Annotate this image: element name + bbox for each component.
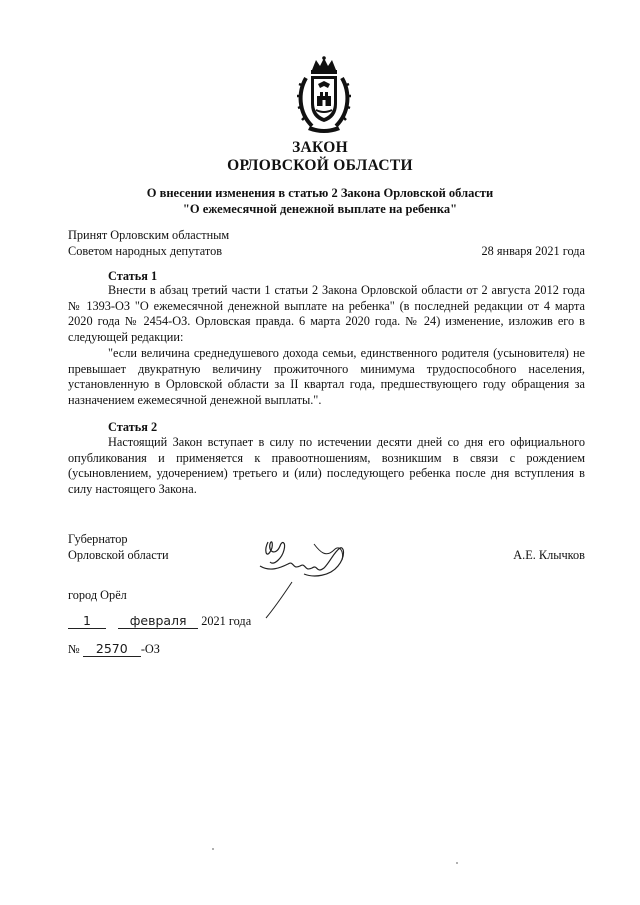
law-number <box>68 641 160 657</box>
handwritten-signature <box>230 522 360 622</box>
article2-paragraph: Настоящий Закон вступает в силу по истечении десяти дней со дня его официального опубликования и применяется к правоотношениям, возникшим в связи с рождением (усыновлением, удочерением) третьего и (или) последующего ребенка после дня вступления в силу настоящего Закона. <box>68 435 585 496</box>
document-title-line1: ЗАКОН <box>292 139 348 156</box>
law-number-suffix: -ОЗ <box>140 642 160 656</box>
city-label: город Орёл <box>68 588 127 602</box>
scan-speck <box>212 848 214 850</box>
scan-speck <box>456 862 458 864</box>
coat-of-arms-emblem <box>296 56 352 134</box>
adoption-date: 28 января 2021 года <box>481 244 585 258</box>
document-subject-line2: "О ежемесячной денежной выплате на ребенка" <box>182 202 458 216</box>
signatory-position-line1: Губернатор <box>68 532 128 546</box>
signing-month: февраля <box>118 613 198 629</box>
adoption-line2: Советом народных депутатов <box>68 244 223 258</box>
signing-year: 2021 года <box>201 614 252 628</box>
signing-day: 1 <box>68 613 106 629</box>
article2-heading: Статья 2 <box>108 420 158 434</box>
law-number-prefix: № <box>68 642 80 656</box>
signatory-name: А.Е. Клычков <box>513 548 585 562</box>
document-title-line2: ОРЛОВСКОЙ ОБЛАСТИ <box>227 157 413 174</box>
signatory-position-line2: Орловской области <box>68 548 169 562</box>
law-number-value: 2570 <box>83 641 141 657</box>
article1-heading: Статья 1 <box>108 269 158 283</box>
signing-date <box>68 613 251 629</box>
article1-paragraph1: Внести в абзац третий части 1 статьи 2 Закона Орловской области от 2 августа 2012 года № 1393-ОЗ "О ежемесячной денежной выплате на ребенка" (в последней редакции от 4 марта 2020 года № 2454-ОЗ. Орловская правда. 6 марта 2020 года. № 24) изменение, изложив его в следующей редакции: <box>68 283 585 344</box>
document-subject-line1: О внесении изменения в статью 2 Закона Орловской области <box>146 186 494 200</box>
adoption-line1: Принят Орловским областным <box>68 228 230 242</box>
article1-paragraph2: "если величина среднедушевого дохода семьи, единственного родителя (усыновителя) не превышает двукратную величину прожиточного минимума трудоспособного населения, установленную в Орловской области за II квартал года, предшествующего году обращения за назначением ежемесячной денежной выплаты.". <box>68 346 585 407</box>
